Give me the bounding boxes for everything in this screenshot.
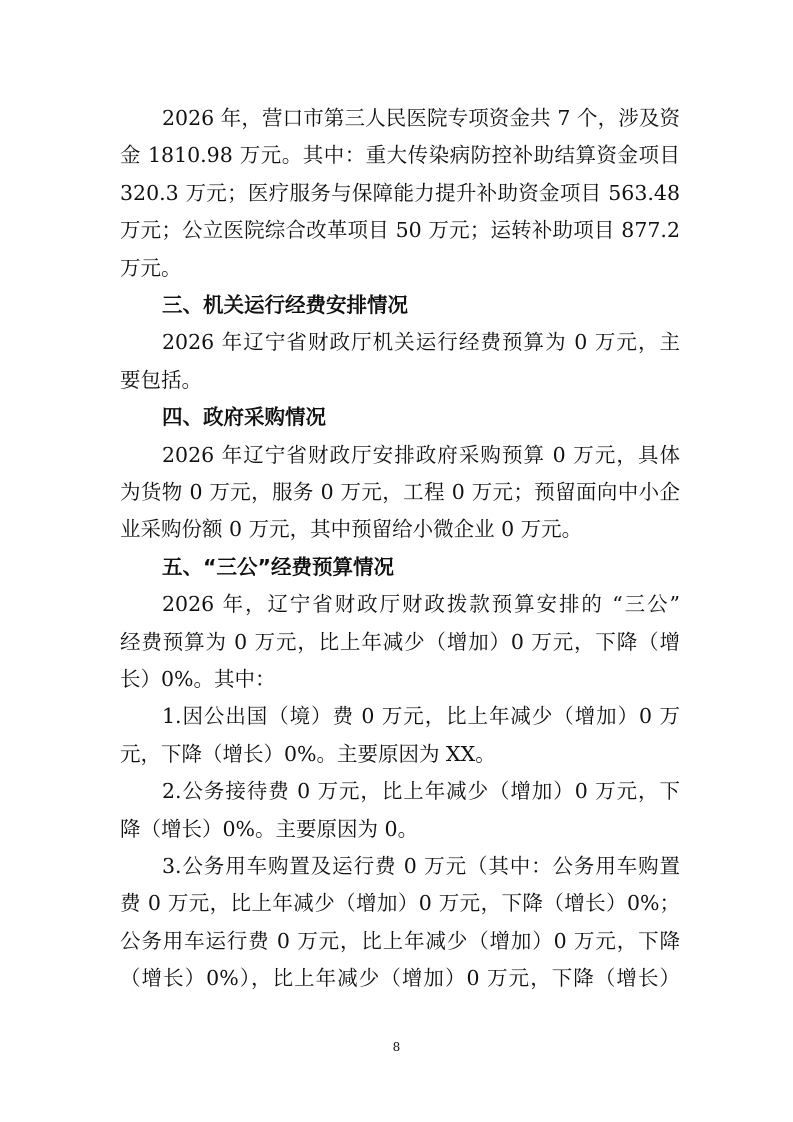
section-heading-3: 三、机关运行经费安排情况 xyxy=(162,293,408,317)
paragraph-special-funds-line-1: 2026 年，营口市第三人民医院专项资金共 7 个，涉及资 xyxy=(162,106,680,130)
paragraph-special-funds-line-3: 320.3 万元；医疗服务与保障能力提升补助资金项目 563.48 xyxy=(120,181,680,205)
page-number: 8 xyxy=(392,1040,401,1054)
item-1-line-2: 元，下降（增长）0%。主要原因为 XX。 xyxy=(120,742,496,766)
item-3-line-2: 费 0 万元，比上年减少（增加）0 万元，下降（增长）0%； xyxy=(120,891,680,915)
paragraph-three-public-line-3: 长）0%。其中： xyxy=(120,667,276,691)
paragraph-operating-funds-line-2: 要包括。 xyxy=(120,368,202,392)
paragraph-procurement-line-2: 为货物 0 万元，服务 0 万元，工程 0 万元；预留面向中小企 xyxy=(120,480,680,504)
paragraph-special-funds-line-5: 万元。 xyxy=(120,256,182,280)
item-2-line-1: 2.公务接待费 0 万元，比上年减少（增加）0 万元，下 xyxy=(162,779,680,803)
paragraph-three-public-line-1: 2026 年，辽宁省财政厅财政拨款预算安排的 “三公” xyxy=(162,592,680,616)
item-3-line-3: 公务用车运行费 0 万元，比上年减少（增加）0 万元，下降 xyxy=(120,929,680,953)
item-3-line-4: （增长）0%），比上年减少（增加）0 万元，下降（增长） xyxy=(120,966,680,990)
paragraph-procurement-line-1: 2026 年辽宁省财政厅安排政府采购预算 0 万元，具体 xyxy=(162,443,680,467)
item-3-line-1: 3.公务用车购置及运行费 0 万元（其中：公务用车购置 xyxy=(162,854,680,878)
paragraph-operating-funds-line-1: 2026 年辽宁省财政厅机关运行经费预算为 0 万元，主 xyxy=(162,330,680,354)
paragraph-three-public-line-2: 经费预算为 0 万元，比上年减少（增加）0 万元，下降（增 xyxy=(120,630,680,654)
item-2-line-2: 降（增长）0%。主要原因为 0。 xyxy=(120,817,419,841)
paragraph-special-funds-line-2: 金 1810.98 万元。其中：重大传染病防控补助结算资金项目 xyxy=(120,143,680,167)
section-heading-4: 四、政府采购情况 xyxy=(162,405,326,429)
paragraph-procurement-line-3: 业采购份额 0 万元，其中预留给小微企业 0 万元。 xyxy=(120,517,583,541)
section-heading-5: 五、“三公”经费预算情况 xyxy=(162,555,394,579)
item-1-line-1: 1.因公出国（境）费 0 万元，比上年减少（增加）0 万 xyxy=(162,704,680,728)
paragraph-special-funds-line-4: 万元；公立医院综合改革项目 50 万元；运转补助项目 877.2 xyxy=(120,218,680,242)
